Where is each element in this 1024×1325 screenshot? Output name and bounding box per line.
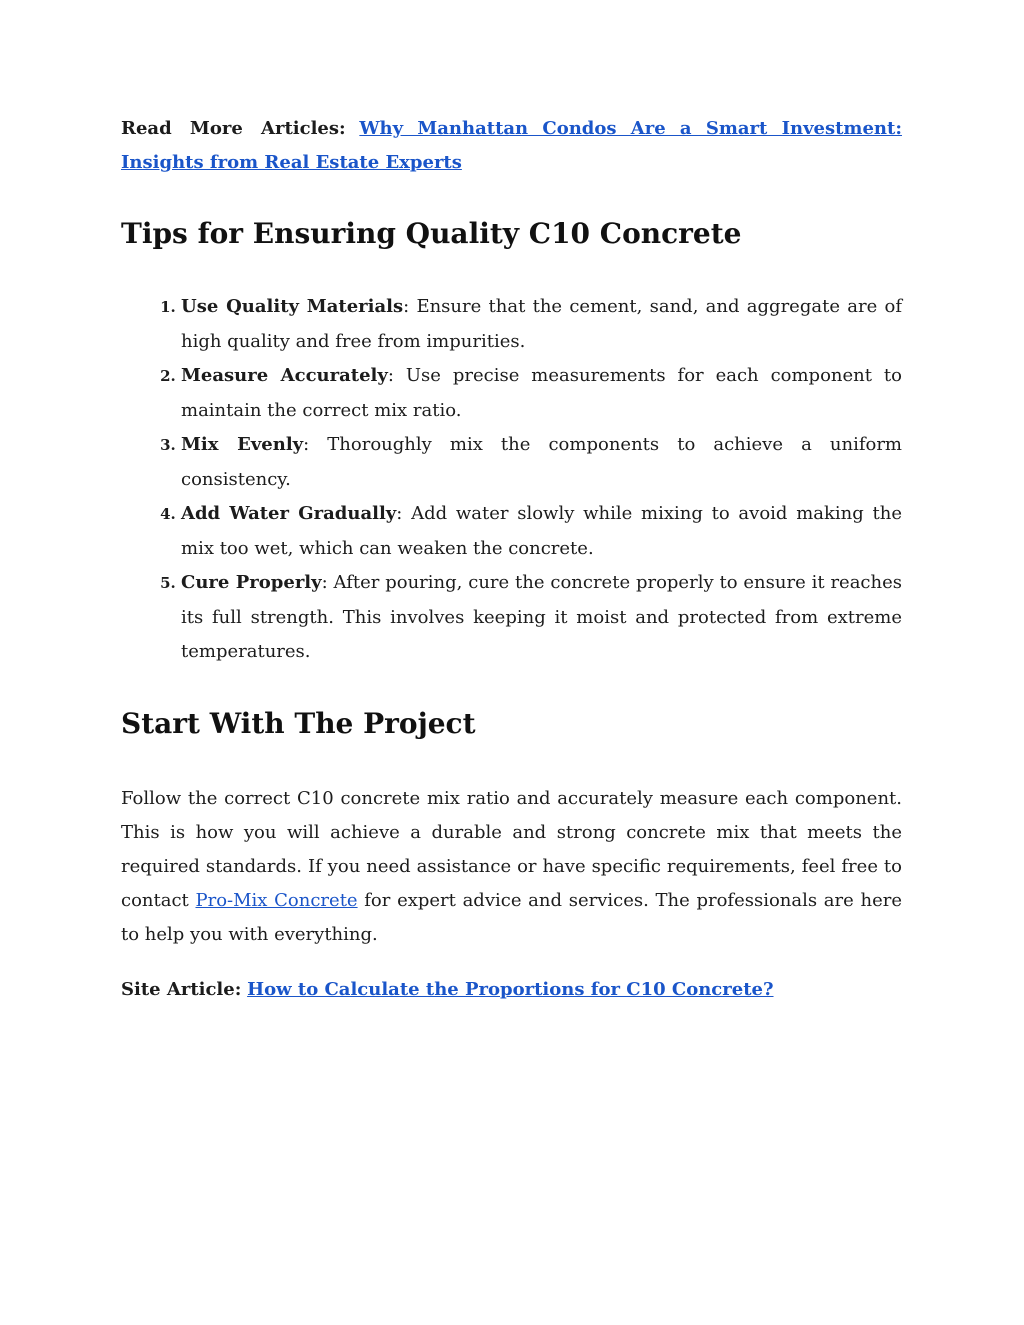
tip-text: : Thoroughly mix the components to achieve a uniform consistency. — [181, 434, 902, 490]
start-heading: Start With The Project — [121, 706, 476, 740]
pro-mix-link[interactable]: Pro-Mix Concrete — [195, 890, 358, 912]
list-item — [181, 290, 902, 359]
tip-term: Use Quality Materials — [181, 296, 404, 317]
list-item — [181, 566, 902, 670]
tip-term: Mix Evenly — [181, 434, 304, 455]
read-more-paragraph — [121, 112, 902, 180]
tip-text: : After pouring, cure the concrete properly to ensure it reaches its full strength. This involves keeping it moist and protected from extreme temperatures. — [181, 572, 902, 662]
list-item — [181, 359, 902, 428]
tip-term: Cure Properly — [181, 572, 322, 593]
start-text-before: Follow the correct C10 concrete mix ratio and accurately measure each component. This is how you will achieve a durable and strong concrete mix that meets the required standards. If you need assistance or have specific requirements, feel free to contact — [121, 787, 902, 912]
site-article-link[interactable]: How to Calculate the Proportions for C10 Concrete? — [247, 978, 774, 1000]
document-page — [121, 112, 902, 1007]
tip-text: : Ensure that the cement, sand, and aggregate are of high quality and free from impurities. — [181, 296, 902, 352]
start-text-after: for expert advice and services. The professionals are here to help you with everything. — [121, 890, 902, 946]
tips-heading: Tips for Ensuring Quality C10 Concrete — [121, 217, 742, 250]
read-more-link[interactable]: Why Manhattan Condos Are a Smart Investment: Insights from Real Estate Experts — [121, 118, 902, 173]
read-more-label: Read More Articles: — [121, 118, 346, 139]
site-article-paragraph — [121, 973, 902, 1007]
start-paragraph — [121, 782, 902, 953]
tip-text: : Add water slowly while mixing to avoid making the mix too wet, which can weaken the concrete. — [181, 503, 902, 559]
tip-term: Measure Accurately — [181, 365, 388, 386]
list-item — [181, 497, 902, 566]
tip-term: Add Water Gradually — [181, 503, 397, 524]
tips-list — [121, 290, 902, 670]
site-article-label: Site Article: — [121, 978, 242, 1000]
list-item — [181, 428, 902, 497]
tip-text: : Use precise measurements for each component to maintain the correct mix ratio. — [181, 365, 902, 421]
